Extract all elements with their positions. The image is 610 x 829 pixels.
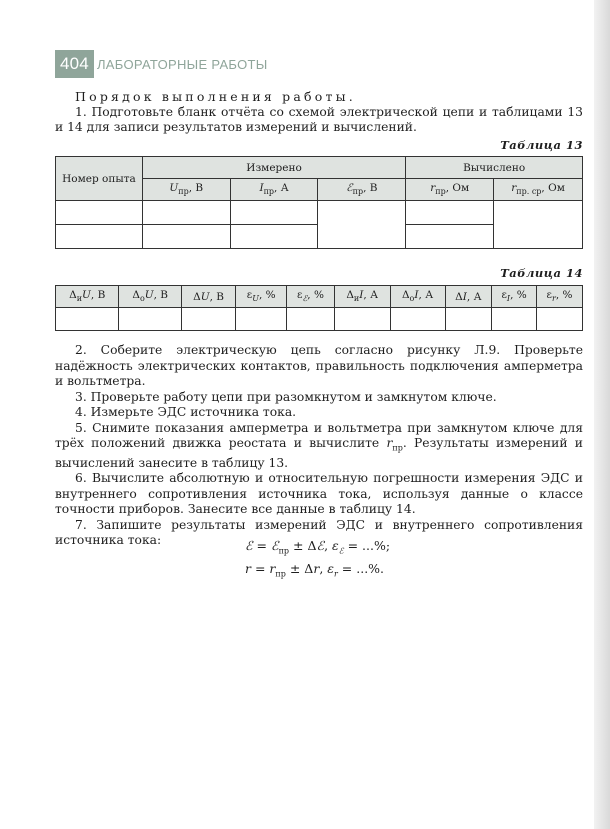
table14-col-9: $\varepsilon_I$, %: [492, 286, 537, 308]
table-cell: [236, 308, 287, 331]
table-cell: [318, 201, 406, 249]
step-6: 6. Вычислите абсолютную и относительную погрешности измерения ЭДС и внутреннего сопротивления источника тока, используя данные о классе точности приборов. Занесите все данные в таблицу 14.: [55, 471, 583, 517]
table14-col-1: $\Delta_иU$, В: [56, 286, 119, 308]
table-cell: [494, 201, 583, 249]
formula-emf: ℰ = ℰ$_{пр}$ ± Δℰ, $\varepsilon_ℰ$ = ...%;: [245, 538, 391, 556]
step-3: 3. Проверьте работу цепи при разомкнутом и замкнутом ключе.: [75, 389, 497, 404]
table-cell: [492, 308, 537, 331]
procedure-heading: Порядок выполнения работы.: [75, 89, 356, 104]
table-cell: [537, 308, 583, 331]
table13-col-i: $I_{пр}$, А: [230, 179, 318, 201]
step-2: 2. Соберите электрическую цепь согласно рисунку Л.9. Проверьте надёжность электрических контактов, правильность подключения амперметра и вольтметра.: [55, 343, 583, 388]
table-cell: [56, 308, 119, 331]
table-14: [55, 285, 583, 331]
formulas: [245, 537, 390, 582]
step-5: 5. Снимите показания амперметра и вольтметра при замкнутом ключе для трёх положений движка реостата и вычислите $r_{пр}$. Результаты измерений и вычислений занесите в таблицу 13.: [55, 420, 583, 470]
table13-group-measured: Измерено: [142, 157, 405, 179]
table14-col-2: $\Delta_оU$, В: [119, 286, 182, 308]
table14-col-5: $\varepsilon_ℰ$, %: [287, 286, 335, 308]
procedure-intro: [55, 89, 583, 136]
table14-col-4: $\varepsilon_U$, %: [236, 286, 287, 308]
table-cell: [287, 308, 335, 331]
formula-r: $r = r_{пр} \pm \Delta r$, $\varepsilon_r$ = ...%.: [245, 560, 385, 578]
table13-col-r: $r_{пр}$, Ом: [406, 179, 494, 201]
table13-label: Таблица 13: [500, 138, 583, 152]
table-cell: [406, 225, 494, 249]
table14-col-10: $\varepsilon_r$, %: [537, 286, 583, 308]
table-cell: [406, 201, 494, 225]
table13-col-emf: ℰ$_{пр}$, В: [318, 179, 406, 201]
page-header: [55, 50, 268, 78]
table13-group-computed: Вычислено: [406, 157, 583, 179]
table13-col-u: $U_{пр}$, В: [142, 179, 230, 201]
steps-block: [55, 343, 583, 549]
table13-col-r-avg: $r_{пр. ср}$, Ом: [494, 179, 583, 201]
step-1: 1. Подготовьте бланк отчёта со схемой электрической цепи и таблицами 13 и 14 для записи результатов измерений и вычислений.: [55, 104, 583, 134]
table-cell: [390, 308, 445, 331]
table14-col-8: ΔI, А: [445, 286, 492, 308]
table-cell: [334, 308, 390, 331]
table-cell: [56, 201, 143, 225]
step-7: 7. Запишите результаты измерений ЭДС и внутреннего сопротивления источника тока:: [55, 517, 583, 548]
table-cell: [230, 201, 318, 225]
table-cell: [119, 308, 182, 331]
table-13: [55, 156, 583, 249]
table-cell: [142, 201, 230, 225]
page-number: 404: [55, 50, 94, 78]
table14-label: Таблица 14: [500, 266, 583, 280]
table-cell: [56, 225, 143, 249]
table-cell: [181, 308, 235, 331]
table-cell: [142, 225, 230, 249]
table14-col-3: ΔU, В: [181, 286, 235, 308]
page-edge: [594, 0, 610, 829]
table-cell: [445, 308, 492, 331]
table14-col-6: $\Delta_иI$, А: [334, 286, 390, 308]
section-title: ЛАБОРАТОРНЫЕ РАБОТЫ: [96, 56, 268, 72]
step-4: 4. Измерьте ЭДС источника тока.: [75, 405, 297, 419]
table13-col-number: Номер опыта: [56, 157, 143, 201]
table-cell: [230, 225, 318, 249]
table14-col-7: $\Delta_оI$, А: [390, 286, 445, 308]
